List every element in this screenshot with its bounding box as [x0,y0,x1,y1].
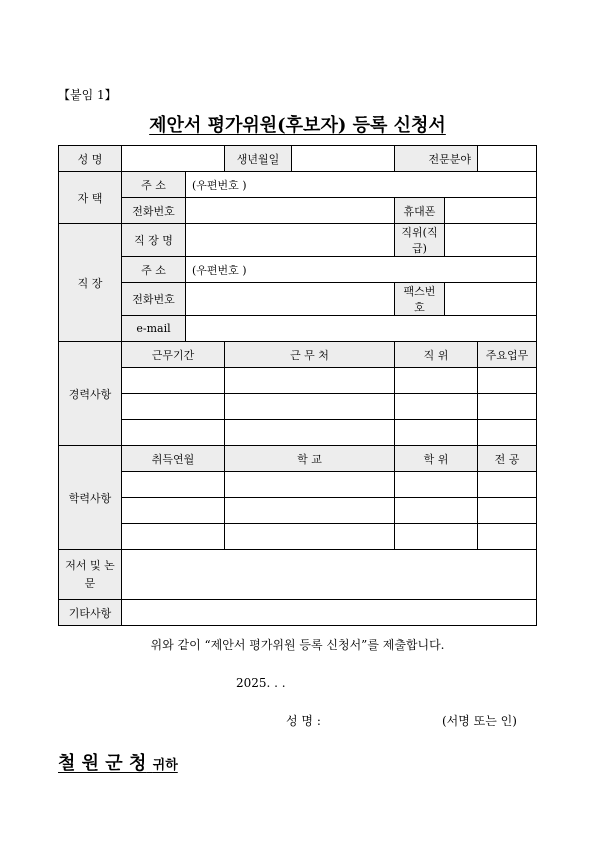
work-email-row [59,316,537,342]
fax-field[interactable] [445,283,537,316]
email-label: e-mail [122,316,186,342]
etc-label: 기타사항 [59,600,122,626]
company-field[interactable] [186,224,395,257]
position-field[interactable] [445,224,537,257]
education-degree-field[interactable] [395,498,478,524]
publications-field[interactable] [122,550,537,600]
home-phone-field[interactable] [186,198,395,224]
home-address-label: 주 소 [122,172,186,198]
home-phone-label: 전화번호 [122,198,186,224]
specialty-label: 전문분야 [395,146,478,172]
education-row [59,498,537,524]
work-phone-row [59,283,537,316]
home-address-field[interactable]: (우편번호 ) [186,172,537,198]
name-label: 성 명 [59,146,122,172]
work-section-label: 직 장 [59,224,122,342]
education-header-row [59,446,537,472]
signature-label: 성 명 : [286,714,321,728]
work-phone-field[interactable] [186,283,395,316]
career-period-field[interactable] [122,394,225,420]
career-duties-field[interactable] [478,420,537,446]
submission-statement: 위와 같이 “제안서 평가위원 등록 신청서”를 제출합니다. [150,638,445,652]
education-date-field[interactable] [122,472,225,498]
education-major-field[interactable] [478,498,537,524]
career-workplace-field[interactable] [225,420,395,446]
company-label: 직 장 명 [122,224,186,257]
education-major-field[interactable] [478,524,537,550]
education-row [59,524,537,550]
mobile-field[interactable] [445,198,537,224]
email-field[interactable] [186,316,537,342]
education-school-field[interactable] [225,498,395,524]
fax-label: 팩스번호 [395,283,445,316]
education-date-field[interactable] [122,524,225,550]
education-header-major: 전 공 [478,446,537,472]
personal-row [59,146,537,172]
education-degree-field[interactable] [395,472,478,498]
name-field[interactable] [122,146,225,172]
home-phone-row [59,198,537,224]
specialty-field[interactable] [478,146,537,172]
career-position-field[interactable] [395,420,478,446]
career-header-workplace: 근 무 처 [225,342,395,368]
work-address-row [59,257,537,283]
career-workplace-field[interactable] [225,368,395,394]
career-header-row [59,342,537,368]
home-address-row [59,172,537,198]
work-company-row [59,224,537,257]
education-school-field[interactable] [225,472,395,498]
career-duties-field[interactable] [478,368,537,394]
career-section-label: 경력사항 [59,342,122,446]
career-header-duties: 주요업무 [478,342,537,368]
education-header-school: 학 교 [225,446,395,472]
education-header-date: 취득연월 [122,446,225,472]
education-major-field[interactable] [478,472,537,498]
seal-note: (서명 또는 인) [442,714,517,728]
work-address-field[interactable]: (우편번호 ) [186,257,537,283]
career-position-field[interactable] [395,368,478,394]
education-school-field[interactable] [225,524,395,550]
career-workplace-field[interactable] [225,394,395,420]
career-period-field[interactable] [122,420,225,446]
education-row [59,472,537,498]
etc-field[interactable] [122,600,537,626]
etc-row [59,600,537,626]
publications-row [59,550,537,600]
attachment-label: 【붙임 1】 [58,88,117,102]
work-address-label: 주 소 [122,257,186,283]
registration-form-table [58,145,537,626]
position-label: 직위(직급) [395,224,445,257]
education-degree-field[interactable] [395,524,478,550]
education-header-degree: 학 위 [395,446,478,472]
career-header-position: 직 위 [395,342,478,368]
work-phone-label: 전화번호 [122,283,186,316]
recipient [58,749,178,775]
career-row [59,394,537,420]
mobile-label: 휴대폰 [395,198,445,224]
birth-field[interactable] [292,146,395,172]
career-position-field[interactable] [395,394,478,420]
home-section-label: 자 택 [59,172,122,224]
career-header-period: 근무기간 [122,342,225,368]
recipient-suffix: 귀하 [152,758,178,773]
birth-label: 생년월일 [225,146,292,172]
education-date-field[interactable] [122,498,225,524]
submission-date: 2025. . . [236,676,286,690]
recipient-name: 철 원 군 청 [58,753,147,774]
career-period-field[interactable] [122,368,225,394]
career-row [59,368,537,394]
form-title: 제안서 평가위원(후보자) 등록 신청서 [149,115,446,136]
career-duties-field[interactable] [478,394,537,420]
education-section-label: 학력사항 [59,446,122,550]
career-row [59,420,537,446]
publications-label: 저서 및 논문 [59,550,122,600]
